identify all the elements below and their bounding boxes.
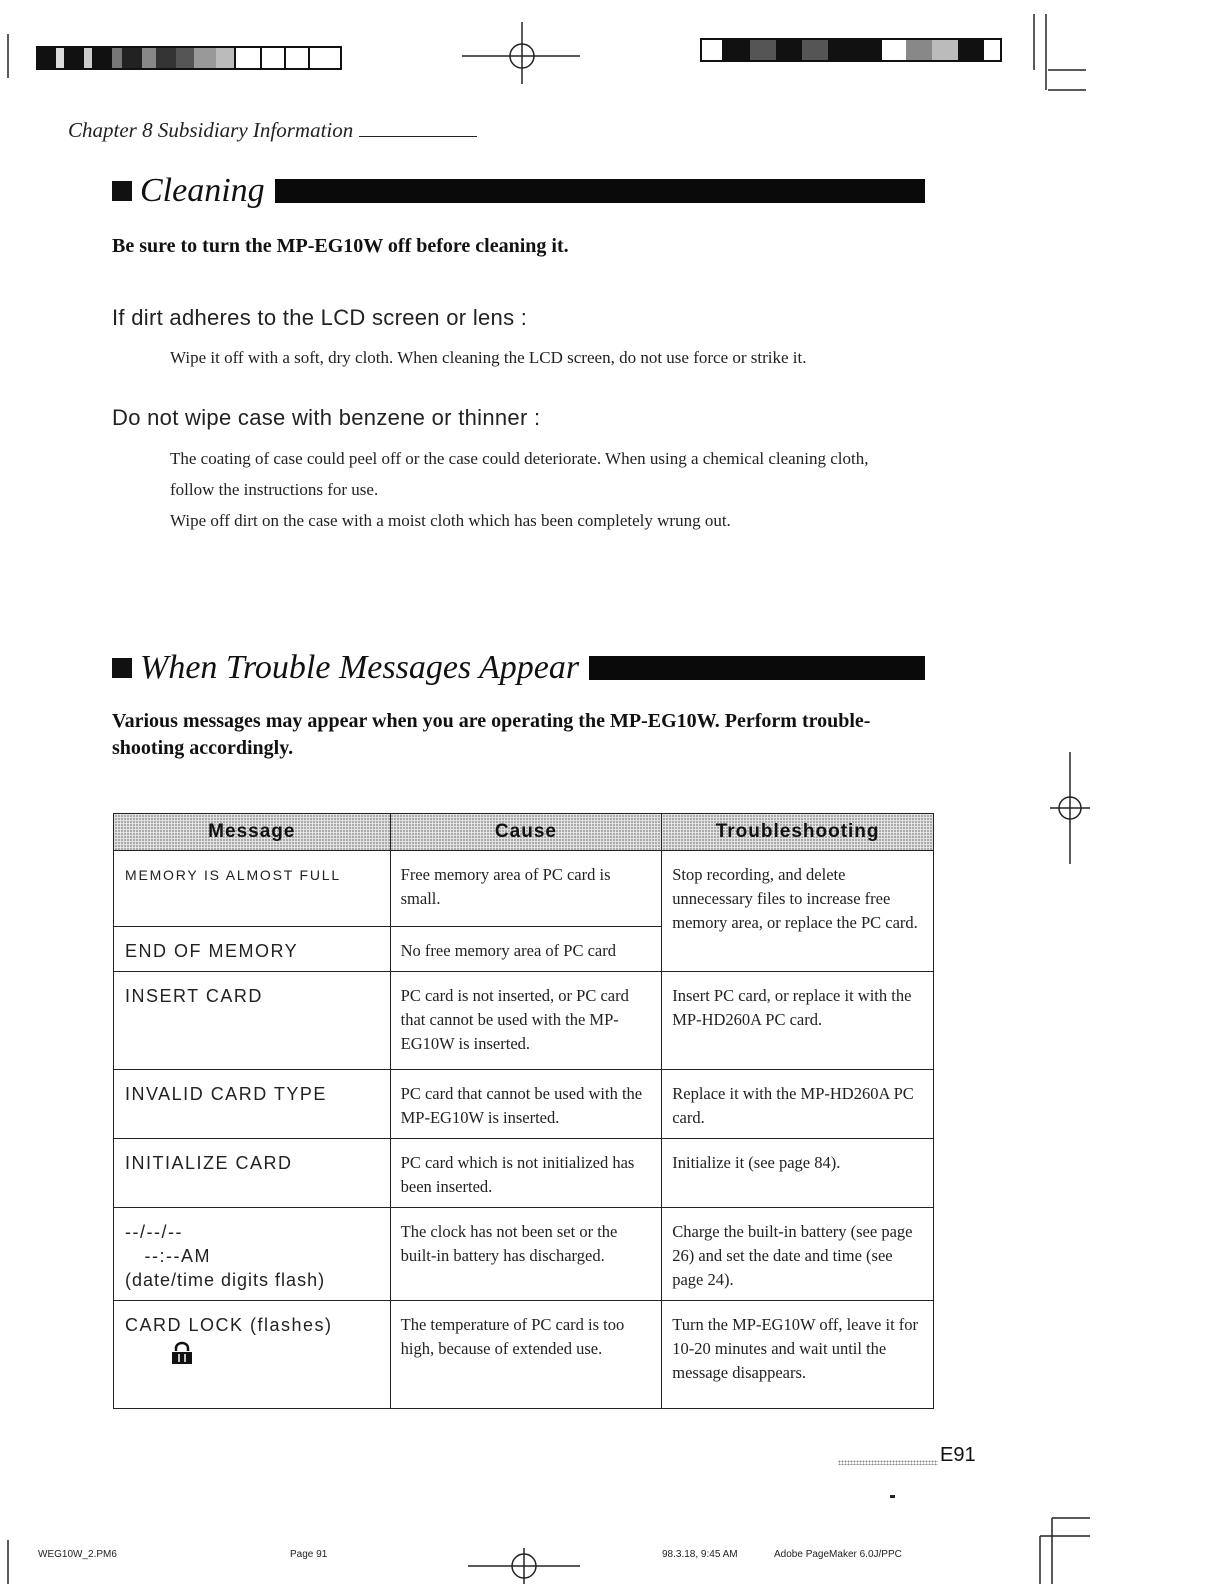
message-line: --/--/-- xyxy=(125,1222,183,1242)
section-bullet-icon xyxy=(112,181,132,201)
lead-line: Various messages may appear when you are operating the MP-EG10W. Perform trouble- xyxy=(112,710,871,732)
card-lock-icon xyxy=(171,1341,193,1365)
subsection-heading: Do not wipe case with benzene or thinner : xyxy=(112,405,541,430)
body-line: The coating of case could peel off or the case could deteriorate. When using a chemical cleaning cloth, xyxy=(170,449,869,468)
message-cell: INVALID CARD TYPE xyxy=(114,1070,391,1139)
cause-cell: PC card that cannot be used with the MP-EG10W is inserted. xyxy=(390,1070,662,1139)
table-row xyxy=(114,1301,934,1409)
trouble-messages-table xyxy=(113,813,934,1409)
cause-cell: The temperature of PC card is too high, because of extended use. xyxy=(390,1301,662,1409)
footer-timestamp: 98.3.18, 9:45 AM xyxy=(662,1549,738,1560)
column-header-message: Message xyxy=(114,814,391,851)
table-row xyxy=(114,1208,934,1301)
section-title-bar xyxy=(275,179,925,203)
message-cell: MEMORY IS ALMOST FULL xyxy=(114,851,391,927)
footer-page: Page 91 xyxy=(290,1549,328,1560)
body-line: Wipe off dirt on the case with a moist cloth which has been completely wrung out. xyxy=(170,511,731,530)
trouble-lead xyxy=(112,708,870,762)
troubleshooting-cell: Stop recording, and delete unnecessary files to increase free memory area, or replace the PC card. xyxy=(662,851,934,972)
body-line: follow the instructions for use. xyxy=(170,480,379,499)
chapter-header-text: Chapter 8 Subsidiary Information xyxy=(68,118,354,142)
section-title-trouble xyxy=(112,649,925,687)
section-title-bar xyxy=(589,656,925,680)
cleaning-lead: Be sure to turn the MP-EG10W off before cleaning it. xyxy=(112,235,569,257)
troubleshooting-cell: Replace it with the MP-HD260A PC card. xyxy=(662,1070,934,1139)
table-row xyxy=(114,972,934,1070)
troubleshooting-cell: Insert PC card, or replace it with the MP-HD260A PC card. xyxy=(662,972,934,1070)
troubleshooting-cell: Initialize it (see page 84). xyxy=(662,1139,934,1208)
page-number: E91 xyxy=(940,1444,976,1466)
message-line: CARD LOCK (flashes) xyxy=(125,1315,333,1335)
troubleshooting-cell: Turn the MP-EG10W off, leave it for 10-20 minutes and wait until the message disappears. xyxy=(662,1301,934,1409)
message-cell xyxy=(114,1301,391,1409)
subsection-body xyxy=(170,443,868,536)
body-line: Wipe it off with a soft, dry cloth. When cleaning the LCD screen, do not use force or strike it. xyxy=(170,348,807,367)
message-cell: INSERT CARD xyxy=(114,972,391,1070)
subsection-heading: If dirt adheres to the LCD screen or lens : xyxy=(112,305,528,330)
message-cell: INITIALIZE CARD xyxy=(114,1139,391,1208)
section-title-text: When Trouble Messages Appear xyxy=(140,649,580,686)
message-line: --:--AM xyxy=(125,1246,211,1266)
chapter-header xyxy=(68,118,477,143)
table-row xyxy=(114,851,934,927)
table-row xyxy=(114,1139,934,1208)
troubleshooting-cell: Charge the built-in battery (see page 26) and set the date and time (see page 24). xyxy=(662,1208,934,1301)
cause-cell: No free memory area of PC card xyxy=(390,927,662,972)
table-row xyxy=(114,1070,934,1139)
footer-app: Adobe PageMaker 6.0J/PPC xyxy=(774,1549,902,1560)
cause-cell: The clock has not been set or the built-in battery has discharged. xyxy=(390,1208,662,1301)
page-number-dot xyxy=(890,1495,895,1498)
section-title-cleaning xyxy=(112,172,925,210)
cause-cell: PC card is not inserted, or PC card that cannot be used with the MP-EG10W is inserted. xyxy=(390,972,662,1070)
page-number-leader xyxy=(838,1460,938,1465)
section-bullet-icon xyxy=(112,658,132,678)
message-cell: END OF MEMORY xyxy=(114,927,391,972)
cause-cell: PC card which is not initialized has been inserted. xyxy=(390,1139,662,1208)
subsection-body xyxy=(170,342,807,373)
column-header-troubleshooting: Troubleshooting xyxy=(662,814,934,851)
column-header-cause: Cause xyxy=(390,814,662,851)
lead-line: shooting accordingly. xyxy=(112,737,294,759)
section-title-text: Cleaning xyxy=(140,172,265,209)
message-cell xyxy=(114,1208,391,1301)
footer-file: WEG10W_2.PM6 xyxy=(38,1549,117,1560)
cause-cell: Free memory area of PC card is small. xyxy=(390,851,662,927)
message-line: (date/time digits flash) xyxy=(125,1270,326,1290)
table-header-row xyxy=(114,814,934,851)
